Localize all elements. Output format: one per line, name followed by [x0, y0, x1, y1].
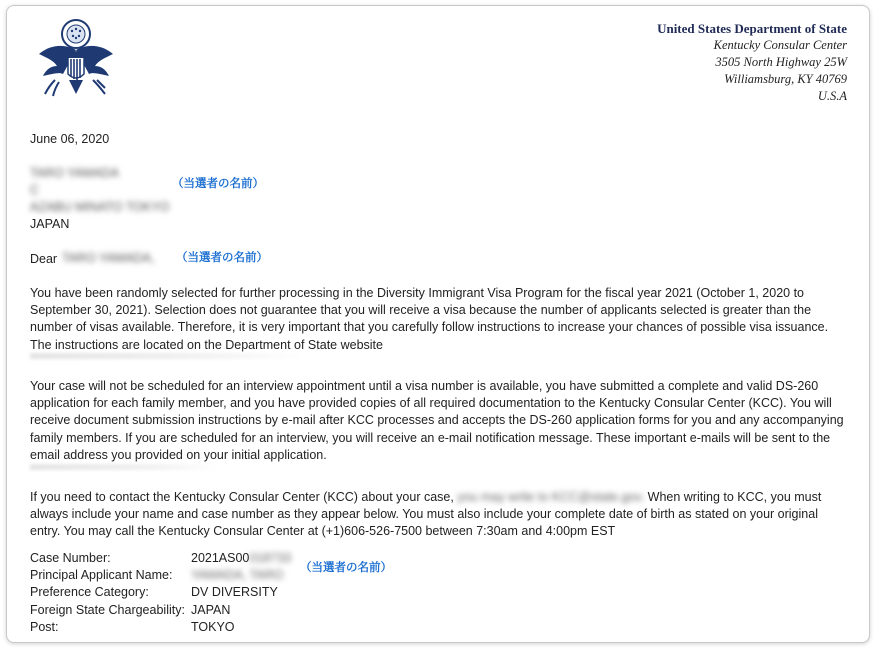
contact-email-redacted: you may write to KCC@state.gov. [457, 490, 645, 504]
case-info-block [30, 550, 291, 636]
recipient-name-redacted: TARO YAMADA [30, 166, 119, 180]
post-value: TOKYO [191, 619, 235, 634]
center-name: Kentucky Consular Center [713, 38, 847, 52]
paragraph-interview: Your case will not be scheduled for an interview appointment until a visa number is available, you have submitted a complete and valid DS-260 application for each family member, and you have provided copies of all required documentation to the Kentucky Consular Center (KCC). You will receive document submission instructions by e-mail after KCC processes and accepts the DS-260 application forms for you and any accompanying family members. If you are scheduled for an interview, you will receive an e-mail notification message. These important e-mails will be sent to the email address you provided on your initial application. [30, 379, 844, 462]
post-row [30, 619, 291, 636]
recipient-line2-redacted: C [30, 183, 40, 197]
case-number-row [30, 550, 291, 567]
post-label: Post: [30, 619, 59, 634]
contact-text-start: If you need to contact the Kentucky Consular Center (KCC) about your case, [30, 490, 454, 504]
preference-category-value: DV DIVERSITY [191, 585, 278, 600]
letter-date: June 06, 2020 [30, 132, 110, 146]
city-address: Williamsburg, KY 40769 [724, 72, 847, 86]
case-info-annotation: （当選者の名前） [300, 562, 392, 574]
cropped-text-line [30, 464, 220, 470]
preference-category-label: Preference Category: [30, 585, 149, 600]
winner-name-annotation: （当選者の名前） [172, 178, 264, 190]
salutation: Dear [30, 252, 58, 266]
recipient-line3-redacted: AZABU MINATO TOKYO [30, 200, 170, 214]
salutation-name-redacted: TARO YAMADA, [62, 251, 155, 265]
street-address: 3505 North Highway 25W [715, 55, 847, 69]
paragraph-selection: You have been randomly selected for further processing in the Diversity Immigrant Visa Program for the fiscal year 2021 (October 1, 2020 to September 30, 2021). Selection does not guarantee that you will receive a visa because the number of applicants selected is greater than the number of visas available. Therefore, it is very important that you carefully follow instructions to increase your chances of possible visa issuance. The instructions are located on the Department of State website [30, 286, 829, 352]
case-number-value: 2021AS00018733 [191, 551, 292, 565]
preference-category-row [30, 584, 291, 601]
department-name: United States Department of State [657, 21, 847, 36]
chargeability-value: JAPAN [191, 602, 231, 617]
chargeability-label: Foreign State Chargeability: [30, 602, 185, 617]
letterhead-address [657, 20, 847, 105]
contact-text-end: When writing to KCC, you must always include your name and case number as they appear below. You must also include your complete date of birth as stated on your original entry. You may call the Kentucky Consular Center at (+1)606-526-7500 between 7:30am and 4:00pm EST [30, 490, 822, 539]
us-eagle-seal-icon [35, 14, 117, 100]
paragraph-contact [30, 489, 850, 541]
case-number-label: Case Number: [30, 551, 111, 565]
salutation-annotation: （当選者の名前） [176, 252, 268, 264]
principal-applicant-redacted: YAMADA, TARO [191, 568, 284, 583]
principal-applicant-label: Principal Applicant Name: [30, 568, 173, 583]
country-address: U.S.A [817, 89, 847, 103]
recipient-country: JAPAN [30, 217, 70, 231]
case-number-redacted: 018733 [249, 551, 292, 565]
chargeability-row [30, 602, 291, 619]
principal-applicant-row [30, 567, 291, 584]
cropped-text-line [30, 353, 300, 359]
